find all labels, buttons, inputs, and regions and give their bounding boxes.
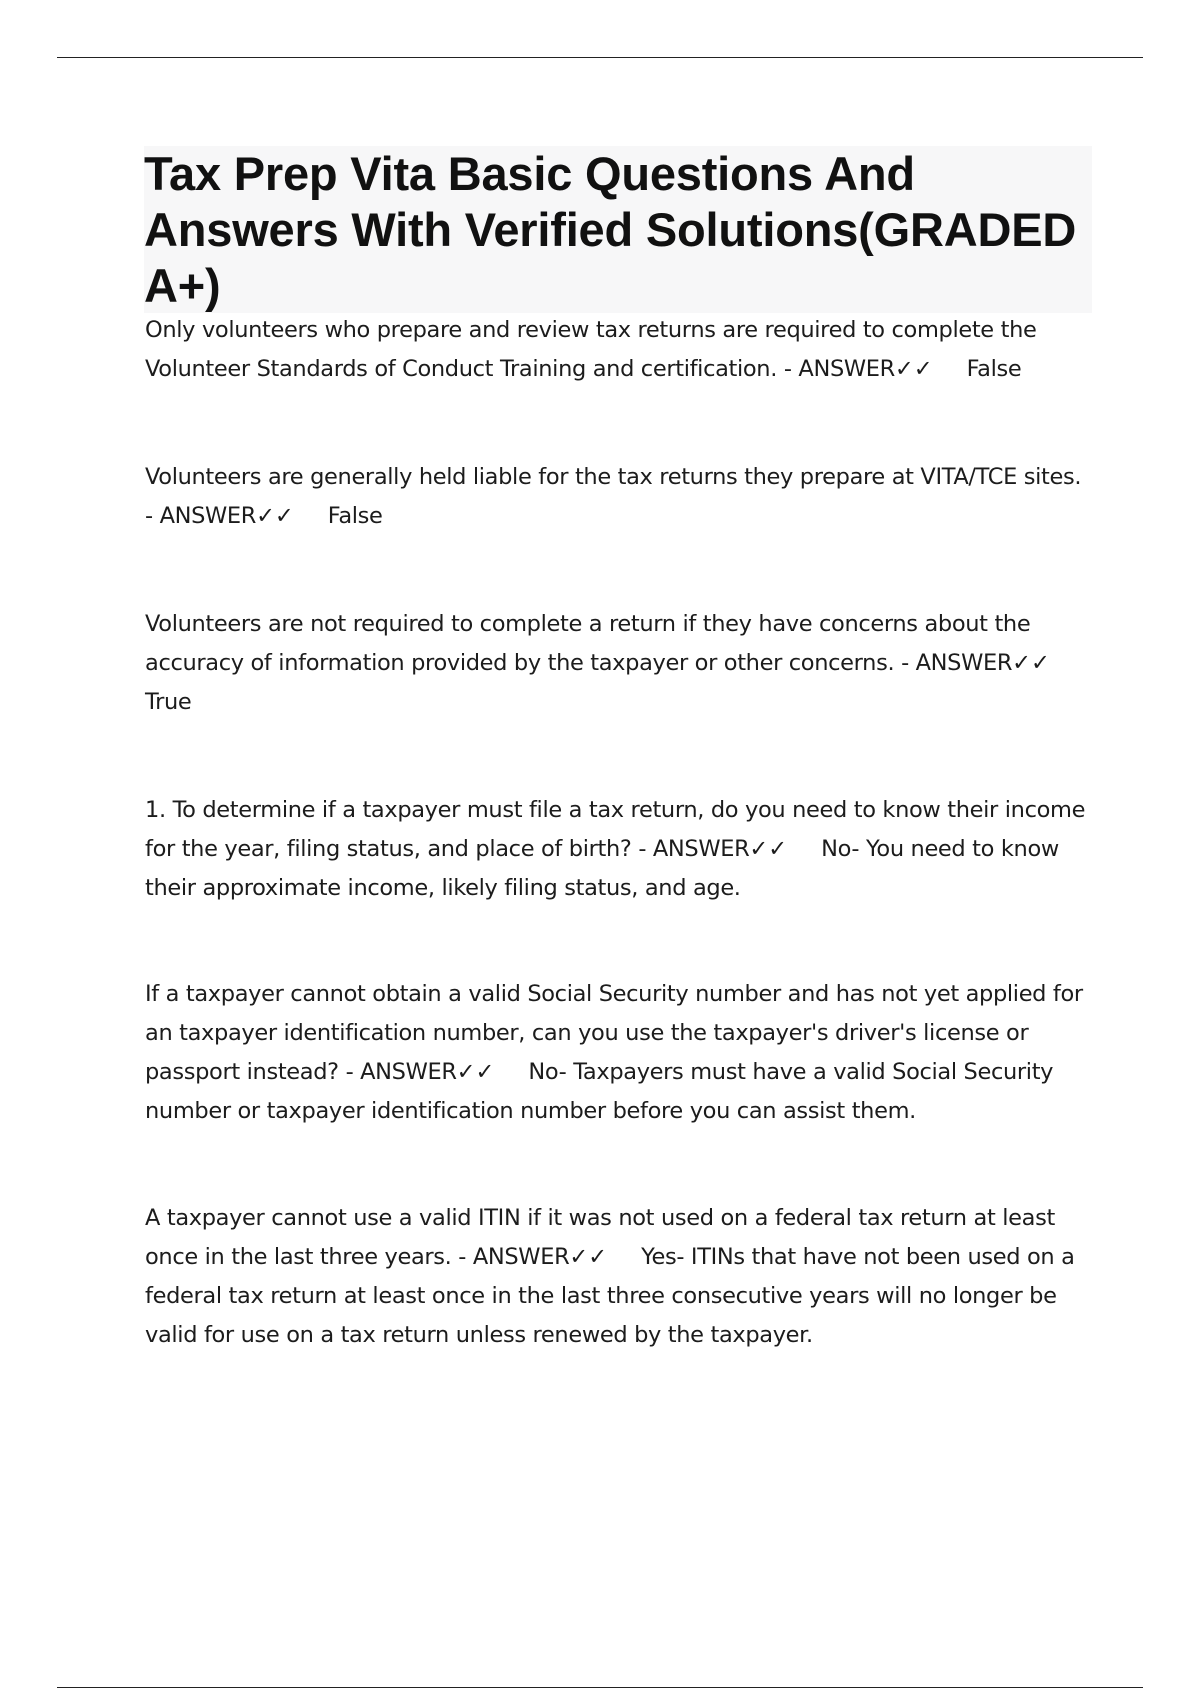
question-text: A taxpayer cannot use a valid ITIN if it was not used on a federal tax return at least once in the last three years. (145, 1205, 1055, 1270)
answer-text: No- Taxpayers must have a valid Social Security number or taxpayer identification number before you can assist them. (145, 1059, 1054, 1124)
check-icon: ✓✓ (456, 1059, 495, 1085)
answer-label: - ANSWER (145, 503, 257, 529)
question-text: 1. To determine if a taxpayer must file a tax return, do you need to know their income for the year, filing status, and place of birth? (145, 797, 1086, 862)
qa-item (145, 791, 1095, 908)
answer-text: False (966, 356, 1022, 382)
question-text: If a taxpayer cannot obtain a valid Social Security number and has not yet applied for an taxpayer identification number, can you use the taxpayer's driver's license or passport instead? (145, 981, 1083, 1085)
answer-label: - ANSWER (638, 836, 750, 862)
question-text: Volunteers are not required to complete a return if they have concerns about the accuracy of information provided by the taxpayer or other concerns. (145, 611, 1031, 676)
document-title: Tax Prep Vita Basic Questions And Answers With Verified Solutions(GRADED A+) (144, 147, 1077, 312)
qa-item (145, 1199, 1095, 1355)
qa-item (145, 975, 1095, 1131)
check-icon: ✓✓ (569, 1244, 608, 1270)
header-rule (57, 57, 1143, 58)
check-icon: ✓✓ (1012, 650, 1050, 676)
answer-label: - ANSWER (458, 1244, 570, 1270)
question-text: Volunteers are generally held liable for the tax returns they prepare at VITA/TCE sites. (145, 464, 1082, 490)
answer-text: No- You need to know their approximate income, likely filing status, and age. (145, 836, 1059, 901)
answer-label: - ANSWER (345, 1059, 457, 1085)
footer-rule (57, 1687, 1143, 1688)
check-icon: ✓✓ (749, 836, 788, 862)
answer-text: Yes- ITINs that have not been used on a federal tax return at least once in the last three consecutive years will no longer be valid for use on a tax return unless renewed by the taxpayer. (145, 1244, 1075, 1348)
check-icon: ✓✓ (894, 356, 933, 382)
qa-item (145, 458, 1095, 536)
answer-text: True (145, 689, 192, 715)
title-block (144, 146, 1092, 313)
qa-item (145, 311, 1095, 389)
question-text: Only volunteers who prepare and review tax returns are required to complete the Volunteer Standards of Conduct Training and certification. (145, 317, 1037, 382)
answer-label: - ANSWER (783, 356, 895, 382)
check-icon: ✓✓ (256, 503, 294, 529)
qa-item (145, 605, 1095, 722)
answer-text: False (327, 503, 383, 529)
answer-label: - ANSWER (901, 650, 1013, 676)
